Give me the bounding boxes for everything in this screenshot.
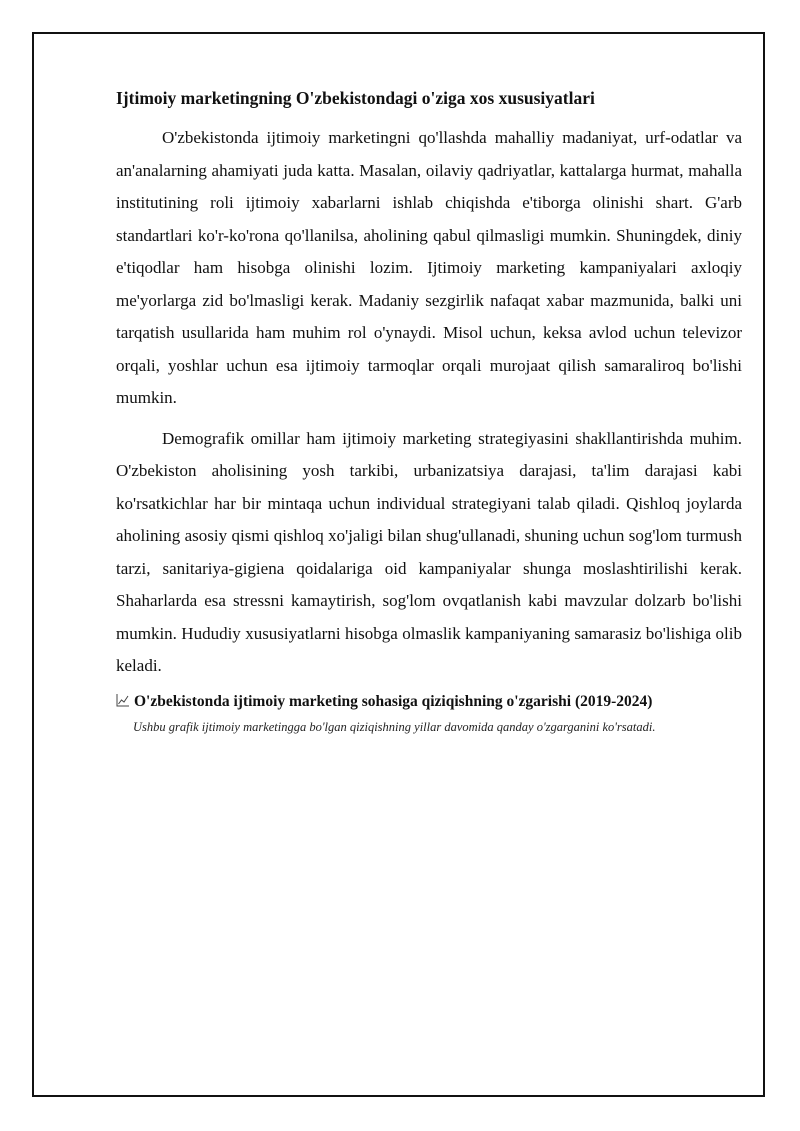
chart-caption-subtitle: Ushbu grafik ijtimoiy marketingga bo'lgan qiziqishning yillar davomida qanday o'zgarganini ko'rsatadi. (133, 719, 656, 734)
document-body (116, 86, 742, 737)
paragraph-demographic-factors: Demografik omillar ham ijtimoiy marketing strategiyasini shakllantirishda muhim. O'zbekiston aholisining yosh tarkibi, urbanizatsiya darajasi, ta'lim darajasi kabi ko'rsatkichlar har bir mintaqa uchun individual strategiyani talab qiladi. Qishloq joylarda aholining asosiy qismi qishloq xo'jaligi bilan shug'ullanadi, shuning uchun sog'lom turmush tarzi, sanitariya-gigiena qoidalariga oid kampaniyalar shunga moslashtirilishi kerak. Shaharlarda esa stressni kamaytirish, sog'lom ovqatlanish kabi mavzular dolzarb bo'lishi mumkin. Hududiy xususiyatlarni hisobga olmaslik kampaniyaning samarasiz bo'lishiga olib keladi. (116, 428, 742, 675)
chart-caption (116, 691, 742, 713)
paragraph-cultural-factors: O'zbekistonda ijtimoiy marketingni qo'llashda mahalliy madaniyat, urf-odatlar va an'analarning ahamiyati juda katta. Masalan, oilaviy qadriyatlar, kattalarga hurmat, mahalla institutining roli ijtimoiy xabarlarni ishlab chiqishda e'tiborga olinishi shart. G'arb standartlari ko'r-ko'rona qo'llanilsa, aholining qabul qilmasligi mumkin. Shuningdek, diniy e'tiqodlar ham hisobga olinishi lozim. Ijtimoiy marketing kampaniyalari axloqiy me'yorlarga zid bo'lmasligi kerak. Madaniy sezgirlik nafaqat xabar mazmunida, balki uni tarqatish usullarida ham muhim rol o'ynaydi. Misol uchun, keksa avlod uchun televizor orqali, yoshlar uchun esa ijtimoiy tarmoqlar orqali murojaat qilish samaraliroq bo'lishi mumkin. (116, 128, 742, 407)
section-heading: Ijtimoiy marketingning O'zbekistondagi o'ziga xos xususiyatlari (116, 88, 595, 108)
chart-increasing-icon (116, 692, 130, 706)
chart-caption-title: O'zbekistonda ijtimoiy marketing sohasiga qiziqishning o'zgarishi (2019-2024) (134, 692, 653, 710)
